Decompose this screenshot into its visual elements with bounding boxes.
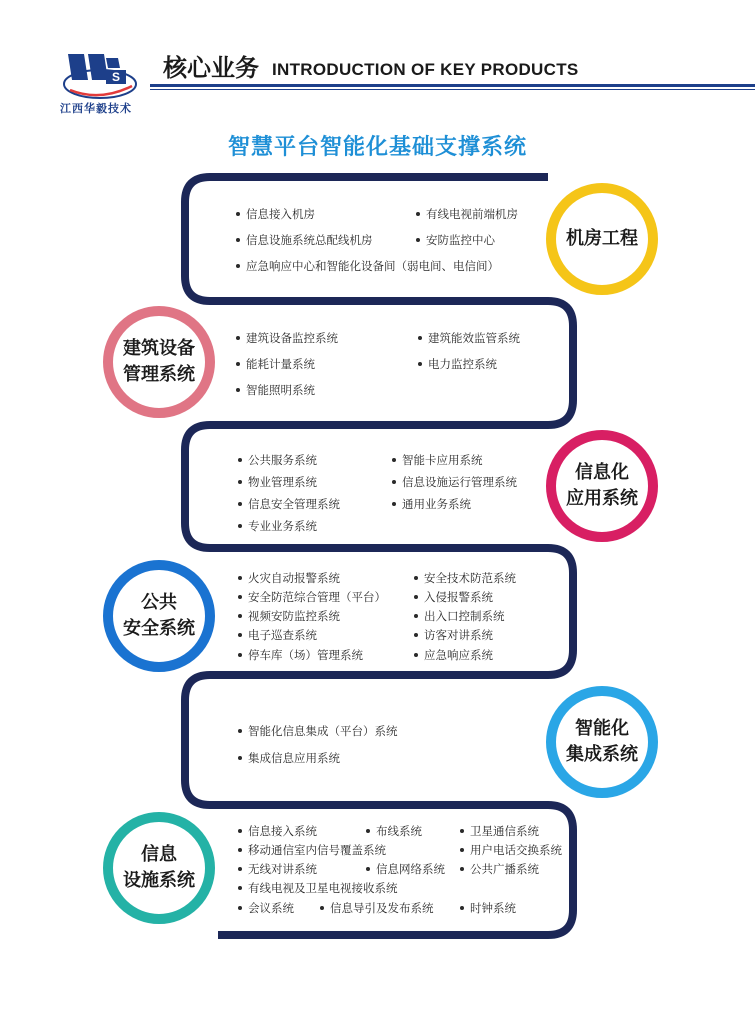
list-item: 智能照明系统 [236,383,315,397]
circle-building-equipment [103,306,215,418]
list-item: 有线电视前端机房 [416,207,518,221]
list-item: 电力监控系统 [418,357,497,371]
list-item: 无线对讲系统 [238,862,317,876]
list-item: 智能卡应用系统 [392,453,483,467]
list-item: 火灾自动报警系统 [238,571,340,585]
circle-label: 机房工程 [566,228,638,249]
list-item: 电子巡查系统 [238,628,317,642]
list-item: 智能化信息集成（平台）系统 [238,724,398,738]
list-item: 移动通信室内信号覆盖系统 [238,843,386,857]
list-item: 视频安防监控系统 [238,609,340,623]
logo-text: 江西华毅技术 [60,102,132,115]
list-item: 信息网络系统 [366,862,445,876]
list-item: 信息安全管理系统 [238,497,340,511]
list-item: 安防监控中心 [416,233,495,247]
list-item: 信息接入机房 [236,207,315,221]
circle-machine-room [546,183,658,295]
circle-label: 信息 设施系统 [123,844,195,891]
list-item: 能耗计量系统 [236,357,315,371]
circle-info-facility [103,812,215,924]
circle-label: 智能化 集成系统 [566,718,638,765]
list-item: 专业业务系统 [238,519,317,533]
list-item: 用户电话交换系统 [460,843,562,857]
svg-text:S: S [112,70,121,84]
list-item: 公共广播系统 [460,862,539,876]
main-title: 智慧平台智能化基础支撑系统 [227,135,527,160]
list-item: 应急响应中心和智能化设备间（弱电间、电信间） [236,259,499,273]
list-item: 入侵报警系统 [414,590,493,604]
list-item: 信息接入系统 [238,824,317,838]
list-item: 建筑能效监管系统 [418,331,520,345]
list-item: 布线系统 [366,824,422,838]
circle-integration [546,686,658,798]
list-item: 物业管理系统 [238,475,317,489]
list-item: 信息导引及发布系统 [320,901,434,915]
circle-label: 公共 安全系统 [123,592,195,639]
list-item: 安全技术防范系统 [414,571,516,585]
list-item: 建筑设备监控系统 [236,331,338,345]
list-item: 通用业务系统 [392,497,471,511]
list-item: 安全防范综合管理（平台） [238,590,386,604]
list-item: 应急响应系统 [414,648,493,662]
list-item: 公共服务系统 [238,453,317,467]
header-title-en: INTRODUCTION OF KEY PRODUCTS [272,60,579,79]
list-item: 集成信息应用系统 [238,751,340,765]
list-item: 时钟系统 [460,901,516,915]
circle-label: 建筑设备 管理系统 [123,338,195,385]
list-item: 访客对讲系统 [414,628,493,642]
list-item: 信息设施运行管理系统 [392,475,517,489]
list-item: 卫星通信系统 [460,824,539,838]
circle-info-application [546,430,658,542]
list-item: 出入口控制系统 [414,609,505,623]
header-title-cn: 核心业务 [163,54,259,82]
list-item: 信息设施系统总配线机房 [236,233,373,247]
list-item: 停车库（场）管理系统 [238,648,363,662]
list-item: 有线电视及卫星电视接收系统 [238,881,398,895]
circle-label: 信息化 应用系统 [566,462,638,509]
circle-public-safety [103,560,215,672]
list-item: 会议系统 [238,901,294,915]
